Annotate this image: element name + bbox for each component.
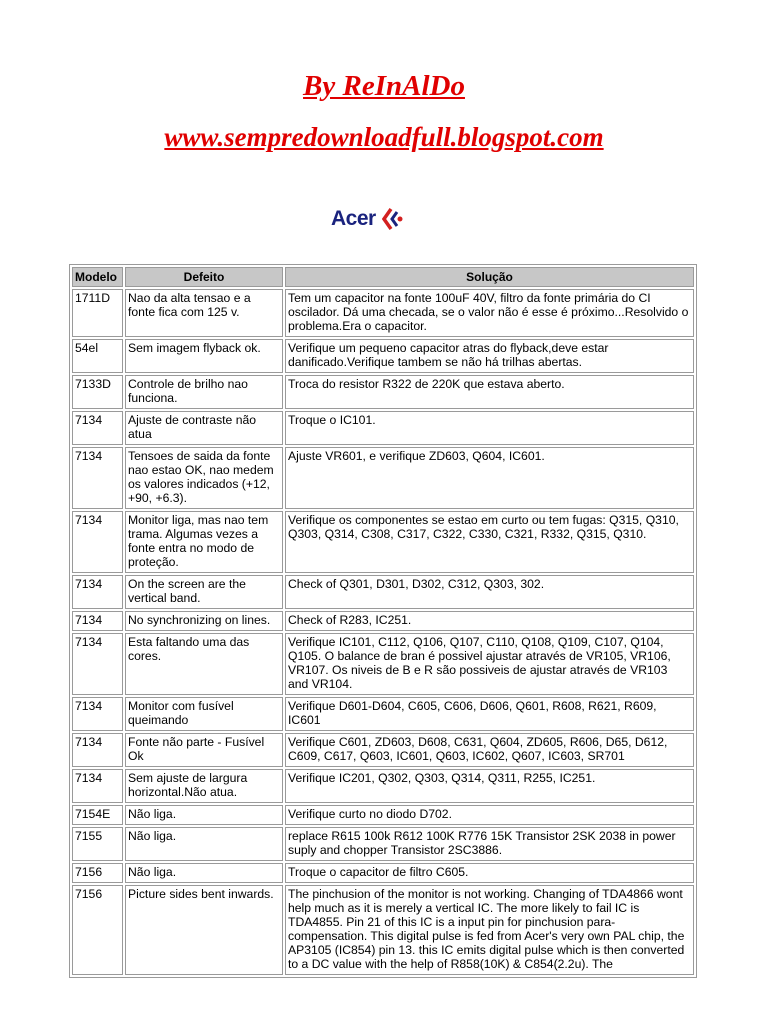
cell-defeito: Não liga. <box>125 805 283 825</box>
cell-solucao: replace R615 100k R612 100K R776 15K Transistor 2SK 2038 in power suply and chopper Transistor 2SC3886. <box>285 827 694 861</box>
cell-solucao: Verifique um pequeno capacitor atras do flyback,deve estar danificado.Verifique tambem se não há trilhas abertas. <box>285 339 694 373</box>
table-row <box>72 411 694 445</box>
table-row <box>72 375 694 409</box>
table-row <box>72 697 694 731</box>
cell-modelo: 7154E <box>72 805 123 825</box>
cell-modelo: 7134 <box>72 697 123 731</box>
cell-modelo: 7155 <box>72 827 123 861</box>
cell-defeito: Picture sides bent inwards. <box>125 885 283 975</box>
cell-modelo: 7134 <box>72 633 123 695</box>
cell-defeito: Monitor com fusível queimando <box>125 697 283 731</box>
cell-modelo: 7134 <box>72 511 123 573</box>
cell-modelo: 7134 <box>72 447 123 509</box>
cell-modelo: 7134 <box>72 575 123 609</box>
table-row <box>72 769 694 803</box>
cell-modelo: 7134 <box>72 769 123 803</box>
cell-solucao: Troque o IC101. <box>285 411 694 445</box>
cell-defeito: Ajuste de contraste não atua <box>125 411 283 445</box>
site-url-link[interactable]: www.sempredownloadfull.blogspot.com <box>164 122 604 152</box>
table-body <box>72 289 694 975</box>
repair-table-container <box>69 264 697 978</box>
table-row <box>72 633 694 695</box>
table-row <box>72 885 694 975</box>
table-header-row <box>72 267 694 287</box>
table-row <box>72 863 694 883</box>
cell-defeito: Sem imagem flyback ok. <box>125 339 283 373</box>
cell-defeito: Não liga. <box>125 827 283 861</box>
cell-solucao: Check of R283, IC251. <box>285 611 694 631</box>
site-url-line <box>0 122 768 153</box>
cell-solucao: Troca do resistor R322 de 220K que estava aberto. <box>285 375 694 409</box>
cell-solucao: Verifique curto no diodo D702. <box>285 805 694 825</box>
cell-defeito: Nao da alta tensao e a fonte fica com 125 v. <box>125 289 283 337</box>
cell-solucao: Verifique IC201, Q302, Q303, Q314, Q311, R255, IC251. <box>285 769 694 803</box>
table-row <box>72 447 694 509</box>
document-header <box>0 70 768 103</box>
cell-modelo: 7156 <box>72 885 123 975</box>
cell-modelo: 7156 <box>72 863 123 883</box>
cell-defeito: No synchronizing on lines. <box>125 611 283 631</box>
acer-logo-text: Acer <box>331 207 376 230</box>
author-credit: By ReInAlDo <box>303 70 465 102</box>
repair-table <box>69 264 697 978</box>
cell-defeito: Sem ajuste de largura horizontal.Não atua. <box>125 769 283 803</box>
table-row <box>72 339 694 373</box>
cell-solucao: Verifique IC101, C112, Q106, Q107, C110, Q108, Q109, C107, Q104, Q105. O balance de bran é possivel ajustar através de VR105, VR106, VR107. Os niveis de B e R são possiveis de ajustar através de VR103 and VR104. <box>285 633 694 695</box>
cell-modelo: 54el <box>72 339 123 373</box>
table-row <box>72 575 694 609</box>
cell-solucao: Ajuste VR601, e verifique ZD603, Q604, IC601. <box>285 447 694 509</box>
cell-solucao: Verifique D601-D604, C605, C606, D606, Q601, R608, R621, R609, IC601 <box>285 697 694 731</box>
table-row <box>72 733 694 767</box>
acer-logo-mark-icon <box>382 207 404 231</box>
table-row <box>72 611 694 631</box>
cell-solucao: The pinchusion of the monitor is not working. Changing of TDA4866 wont help much as it is merely a vertical IC. The more likely to fail IC is TDA4855. Pin 21 of this IC is a input pin for pinchusion para-compensation. This digital pulse is fed from Acer's very own PAL chip, the AP3105 (IC854) pin 13. this IC emits digital pulse which is then converted to a DC value with the help of R858(10K) & C854(2.2u). The <box>285 885 694 975</box>
cell-modelo: 7134 <box>72 733 123 767</box>
table-row <box>72 827 694 861</box>
cell-modelo: 1711D <box>72 289 123 337</box>
cell-defeito: Fonte não parte - Fusível Ok <box>125 733 283 767</box>
cell-modelo: 7133D <box>72 375 123 409</box>
cell-defeito: Não liga. <box>125 863 283 883</box>
column-header-defeito: Defeito <box>125 267 283 287</box>
table-row <box>72 805 694 825</box>
column-header-modelo: Modelo <box>72 267 123 287</box>
cell-solucao: Troque o capacitor de filtro C605. <box>285 863 694 883</box>
cell-modelo: 7134 <box>72 411 123 445</box>
acer-logo <box>331 203 404 235</box>
cell-defeito: Monitor liga, mas nao tem trama. Algumas vezes a fonte entra no modo de proteção. <box>125 511 283 573</box>
table-row <box>72 511 694 573</box>
cell-solucao: Tem um capacitor na fonte 100uF 40V, filtro da fonte primária do CI oscilador. Dá uma checada, se o valor não é esse é próximo...Resolvido o problema.Era o capacitor. <box>285 289 694 337</box>
cell-modelo: 7134 <box>72 611 123 631</box>
cell-defeito: Controle de brilho nao funciona. <box>125 375 283 409</box>
cell-defeito: Tensoes de saida da fonte nao estao OK, nao medem os valores indicados (+12, +90, +6.3). <box>125 447 283 509</box>
table-row <box>72 289 694 337</box>
cell-solucao: Verifique C601, ZD603, D608, C631, Q604, ZD605, R606, D65, D612, C609, C617, Q603, IC601, Q603, IC602, Q607, IC603, SR701 <box>285 733 694 767</box>
cell-solucao: Verifique os componentes se estao em curto ou tem fugas: Q315, Q310, Q303, Q314, C308, C317, C322, C330, C321, R332, Q315, Q310. <box>285 511 694 573</box>
column-header-solucao: Solução <box>285 267 694 287</box>
cell-solucao: Check of Q301, D301, D302, C312, Q303, 302. <box>285 575 694 609</box>
cell-defeito: Esta faltando uma das cores. <box>125 633 283 695</box>
cell-defeito: On the screen are the vertical band. <box>125 575 283 609</box>
